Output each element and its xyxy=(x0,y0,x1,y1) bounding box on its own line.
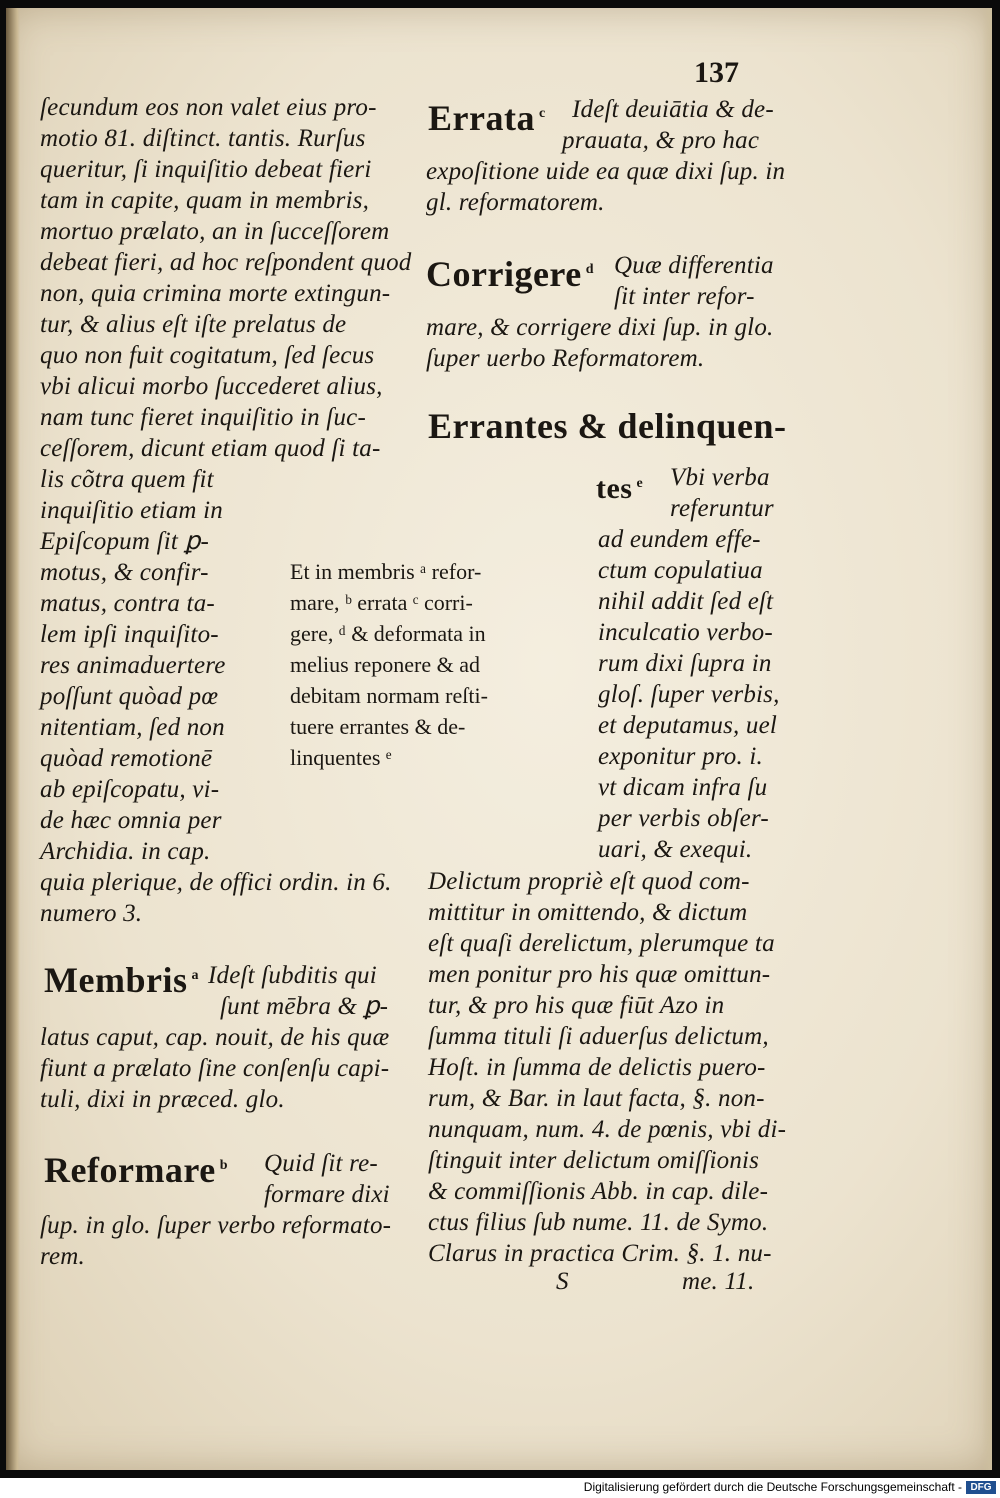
text-line: prauata, & pro hac xyxy=(562,127,760,154)
text-line: debitam normam reſti- xyxy=(290,683,488,708)
text-line: ab epiſcopatu, vi- xyxy=(40,776,220,803)
text-line: matus, contra ta- xyxy=(40,590,215,617)
text-line: eſt quaſi derelictum, plerumque ta xyxy=(428,930,775,957)
text-line: ſumma tituli ſi aduerſus delictum, xyxy=(428,1023,769,1050)
text-line: expoſitione uide ea quæ dixi ſup. in xyxy=(426,158,786,185)
text-line: motus, & confir- xyxy=(40,559,209,586)
text-line: Hoſt. in ſumma de delictis puero- xyxy=(428,1054,766,1081)
text-line: tam in capite, quam in membris, xyxy=(40,187,370,214)
text-line: lem ipſi inquiſito- xyxy=(40,621,219,648)
page-gutter xyxy=(6,8,20,1470)
text-line: exponitur pro. i. xyxy=(598,743,763,770)
text-line: tuere errantes & de- xyxy=(290,714,466,739)
text-line: quia plerique, de offici ordin. in 6. xyxy=(40,869,392,896)
text-line: mare, ᵇ errata ᶜ corri- xyxy=(290,590,473,615)
text-line: nam tunc fieret inquiſitio in ſuc- xyxy=(40,404,366,431)
text-line: uari, & exequi. xyxy=(598,836,753,863)
text-line: ſit inter refor- xyxy=(614,283,755,310)
text-line: de hæc omnia per xyxy=(40,807,222,834)
text-line: Vbi verba xyxy=(670,464,770,491)
text-line: tuli, dixi in præced. glo. xyxy=(40,1086,285,1113)
text-line: gere, ᵈ & deformata in xyxy=(290,621,486,646)
text-line: referuntur xyxy=(670,495,774,522)
text-line: mortuo prælato, an in ſucceſſorem xyxy=(40,218,390,245)
dfg-logo: DFG xyxy=(966,1481,996,1494)
footer-bar xyxy=(0,1478,1000,1498)
text-line: lis cõtra quem fit xyxy=(40,466,214,493)
text-line: tur, & pro his quæ fiūt Azo in xyxy=(428,992,725,1019)
text-line: quòad remotionē xyxy=(40,745,213,772)
text-line: inculcatio verbo- xyxy=(598,619,773,646)
footer-credit: Digitalisierung gefördert durch die Deutsche Forschungsgemeinschaft - xyxy=(583,1480,962,1494)
text-line: nitentiam, ſed non xyxy=(40,714,225,741)
book-page xyxy=(6,8,992,1470)
signature-mark: S xyxy=(556,1268,569,1295)
text-line: melius reponere & ad xyxy=(290,652,480,677)
text-line: Quid ſit re- xyxy=(264,1150,378,1177)
text-line: linquentes ᵉ xyxy=(290,745,392,770)
text-line: ctum copulatiua xyxy=(598,557,763,584)
text-line: Delictum propriè eſt quod com- xyxy=(428,868,750,895)
text-line: Et in membris ᵃ refor- xyxy=(290,559,482,584)
text-line: vt dicam infra ſu xyxy=(598,774,768,801)
page-edge xyxy=(982,8,992,1470)
text-line: debeat fieri, ad hoc reſpondent quod xyxy=(40,249,412,276)
text-line: ctus filius ſub nume. 11. de Symo. xyxy=(428,1209,769,1236)
heading-corrigere: Corrigere $^d$ xyxy=(426,254,595,294)
text-line: Clarus in practica Crim. §. 1. nu- xyxy=(428,1240,772,1267)
catchword: me. 11. xyxy=(682,1268,755,1295)
text-line: & commiſſionis Abb. in cap. dile- xyxy=(428,1178,769,1205)
heading-reformare: Reformare $^b$ xyxy=(44,1150,229,1190)
text-line: res animaduertere xyxy=(40,652,226,679)
text-line: gl. reformatorem. xyxy=(426,189,605,216)
text-line: fiunt a prælato ſine conſenſu capi- xyxy=(40,1055,390,1082)
text-line: Quæ differentia xyxy=(614,252,774,279)
text-line: ad eundem effe- xyxy=(598,526,761,553)
text-line: per verbis obſer- xyxy=(598,805,769,832)
text-line: mare, & corrigere dixi ſup. in glo. xyxy=(426,314,774,341)
text-line: mittitur in omittendo, & dictum xyxy=(428,899,748,926)
text-line: Archidia. in cap. xyxy=(40,838,211,865)
text-line: formare dixi xyxy=(264,1181,390,1208)
text-line: latus caput, cap. nouit, de his quæ xyxy=(40,1024,390,1051)
text-line: motio 81. diſtinct. tantis. Rurſus xyxy=(40,125,366,152)
heading-errata: Errata $^c$ xyxy=(428,98,546,138)
text-line: ſtinguit inter delictum omiſſionis xyxy=(428,1147,760,1174)
text-line: men ponitur pro his quæ omittun- xyxy=(428,961,771,988)
text-line: quo non fuit cogitatum, ſed ſecus xyxy=(40,342,375,369)
heading-errantes-cont: tes $^e$ xyxy=(596,472,644,505)
text-line: ſunt mēbra & ꝑ- xyxy=(220,993,389,1020)
text-line: vbi alicui morbo ſuccederet alius, xyxy=(40,373,383,400)
text-line: gloſ. ſuper verbis, xyxy=(598,681,780,708)
text-line: inquiſitio etiam in xyxy=(40,497,223,524)
text-line: ſecundum eos non valet eius pro- xyxy=(40,94,377,121)
text-line: queritur, ſi inquiſitio debeat fieri xyxy=(40,156,372,183)
text-line: rum, & Bar. in laut facta, §. non- xyxy=(428,1085,765,1112)
text-line: tur, & alius eſt iſte prelatus de xyxy=(40,311,347,338)
text-line: rum dixi ſupra in xyxy=(598,650,772,677)
page-number: 137 xyxy=(694,56,739,89)
text-line: Ideſt ſubditis qui xyxy=(208,962,377,989)
text-line: non, quia crimina morte extingun- xyxy=(40,280,391,307)
text-line: ceſſorem, dicunt etiam quod ſi ta- xyxy=(40,435,381,462)
text-line: poſſunt quòad pœ xyxy=(40,683,219,710)
text-line: rem. xyxy=(40,1243,86,1270)
text-line: ſuper uerbo Reformatorem. xyxy=(426,345,705,372)
text-line: Epiſcopum ſit ꝑ- xyxy=(40,528,210,555)
text-line: Ideſt deuiātia & de- xyxy=(572,96,774,123)
heading-errantes: Errantes & delinquen- xyxy=(428,406,787,446)
text-line: et deputamus, uel xyxy=(598,712,778,739)
heading-membris: Membris $^a$ xyxy=(44,960,199,1000)
text-line: nihil addit ſed eſt xyxy=(598,588,774,615)
text-line: numero 3. xyxy=(40,900,143,927)
text-line: ſup. in glo. ſuper verbo reformato- xyxy=(40,1212,392,1239)
text-line: nunquam, num. 4. de pœnis, vbi di- xyxy=(428,1116,787,1143)
